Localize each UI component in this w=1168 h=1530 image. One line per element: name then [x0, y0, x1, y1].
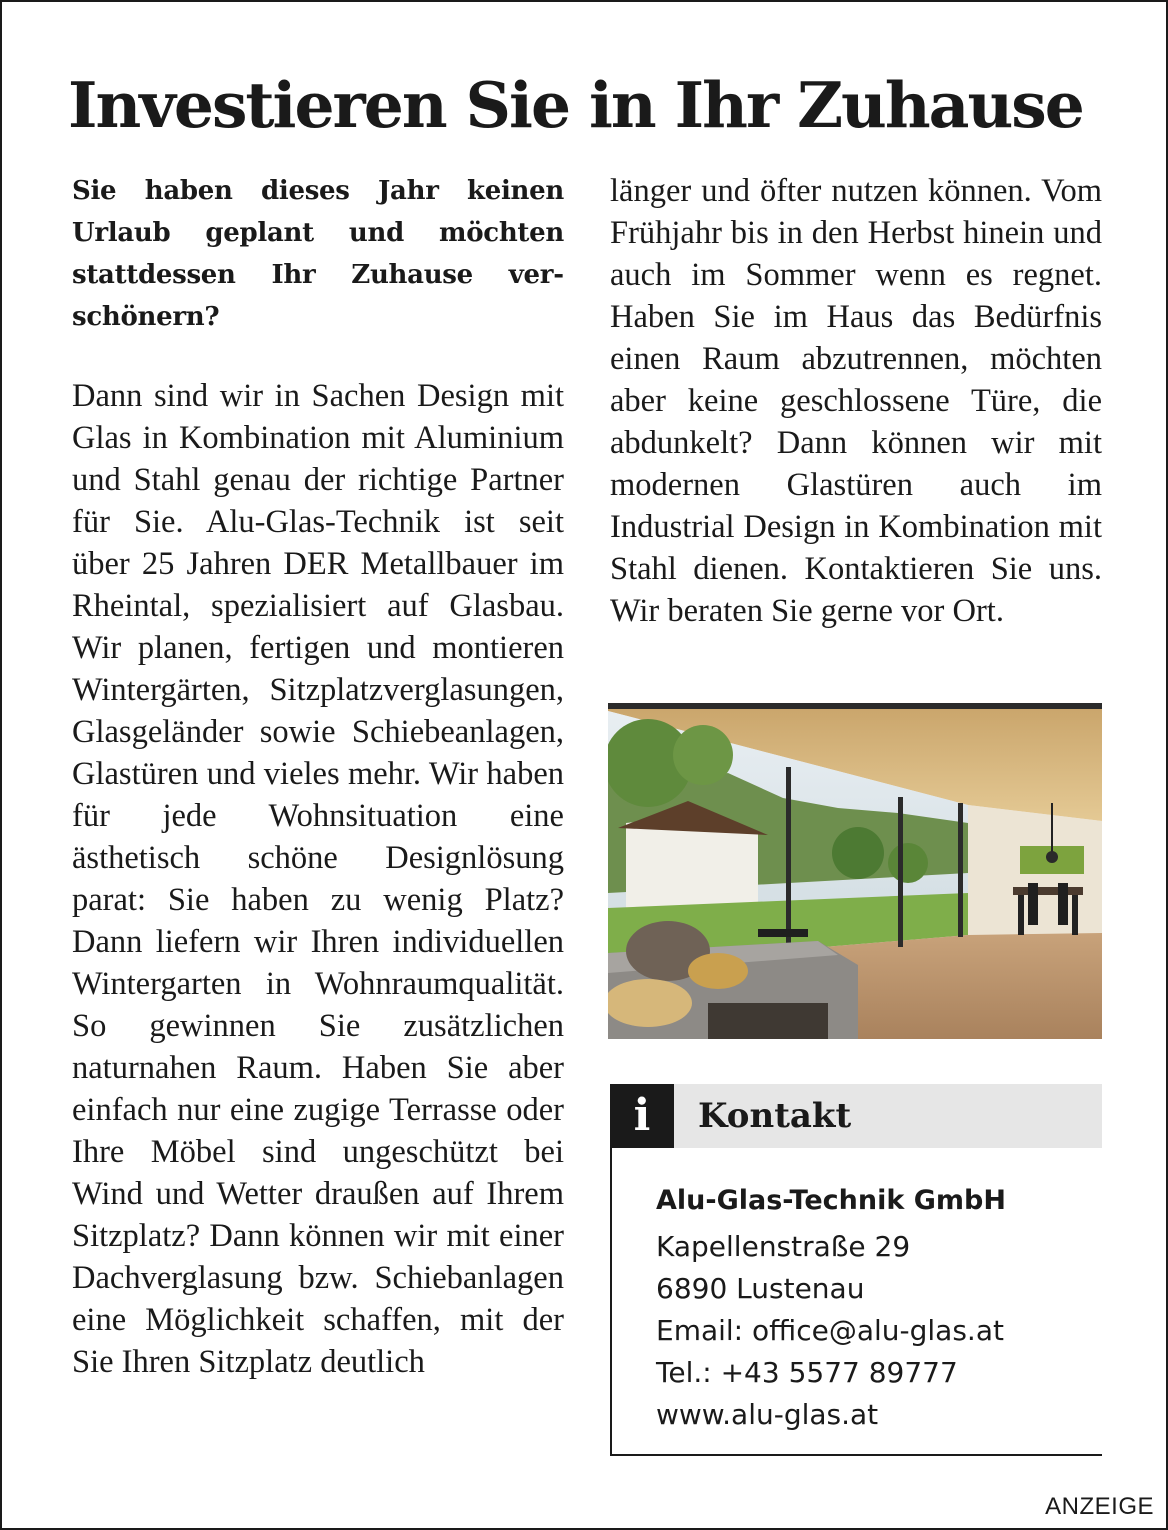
- lead-paragraph: Sie haben dieses Jahr keinen Urlaub geplant und möchten stattdessen Ihr Zuhause verschönern?: [72, 176, 564, 332]
- contact-website[interactable]: www.alu-glas.at: [656, 1398, 879, 1431]
- contact-header: [610, 1084, 1102, 1148]
- company-name: Alu-Glas-Technik GmbH: [656, 1185, 1006, 1216]
- ad-label: ANZEIGE: [1045, 1493, 1154, 1520]
- contact-box: [610, 1148, 1102, 1456]
- contact-street: Kapellenstraße 29: [656, 1230, 911, 1263]
- info-icon: i: [610, 1084, 674, 1148]
- contact-phone[interactable]: Tel.: +43 5577 89777: [656, 1356, 958, 1389]
- body-paragraph-right: länger und öfter nutzen können. Vom Frühjahr bis in den Herbst hinein und auch im Sommer wenn es regnet. Haben Sie im Haus das Bedürfnis einen Raum abzutrennen, möchten aber keine geschlossene Türe, die abdunkelt? Dann können wir mit modernen Glastüren auch im Industrial Design in Kombination mit Stahl dienen. Kontaktieren Sie uns. Wir beraten Sie gerne vor Ort.: [610, 173, 1102, 629]
- headline: Investieren Sie in Ihr Zuhause: [68, 68, 1083, 142]
- right-column: [610, 170, 1102, 632]
- contact-title: Kontakt: [698, 1096, 852, 1136]
- contact-email[interactable]: Email: office@alu-glas.at: [656, 1314, 1004, 1347]
- interior-photo: [608, 703, 1102, 1039]
- left-column: [72, 170, 564, 1383]
- body-paragraph-left: Dann sind wir in Sachen Design mit Glas in Kombination mit Aluminium und Stahl genau der richtige Partner für Sie. Alu-Glas-Technik ist seit über 25 Jahren DER Metallbauer im Rheintal, spezialisiert auf Glasbau. Wir planen, fertigen und montieren Wintergärten, Sitzplatzverglasungen, Glasgeländer sowie Schiebeanlagen, Glastüren und vieles mehr. Wir haben für jede Wohnsituation eine ästhetisch schöne Designlösung parat: Sie haben zu wenig Platz? Dann liefern wir Ihren individuellen Wintergarten in Wohnraumqualität. So gewinnen Sie zusätzlichen naturnahen Raum. Haben Sie aber einfach nur eine zugige Terrasse oder Ihre Möbel sind ungeschützt bei Wind und Wetter draußen auf Ihrem Sitzplatz? Dann können wir mit einer Dachverglasung bzw. Schiebanlagen eine Möglichkeit schaffen, mit der Sie Ihren Sitzplatz deutlich: [72, 378, 564, 1380]
- contact-city: 6890 Lustenau: [656, 1272, 865, 1305]
